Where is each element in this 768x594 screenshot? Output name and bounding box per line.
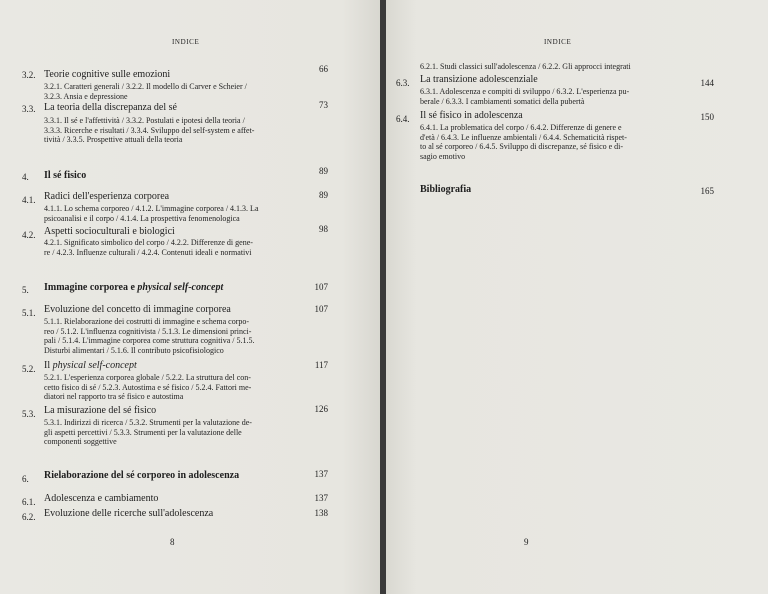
page-number: 107	[314, 304, 328, 314]
section-title: Evoluzione delle ricerche sull'adolescenza	[44, 508, 214, 519]
subsection-line: diatori nel rapporto tra sé fisico e autostima	[44, 392, 184, 402]
folio-left: 8	[170, 537, 175, 547]
section-title: Adolescenza e cambiamento	[44, 493, 159, 504]
running-head-left: INDICE	[172, 38, 200, 46]
page-number: 107	[314, 282, 328, 292]
section-title-part: Il	[44, 360, 53, 371]
chapter-title	[44, 282, 223, 293]
subsection-line: d'età / 6.4.3. Le influenze ambientali / 6.4.4. Schematicità rispet-	[420, 132, 627, 142]
page-number: 144	[700, 78, 714, 88]
subsection-line: 5.3.1. Indirizzi di ricerca / 5.3.2. Strumenti per la valutazione de-	[44, 418, 252, 427]
page-number: 66	[319, 64, 328, 74]
section-number: 3.3.	[22, 104, 36, 114]
chapter-title: Il sé fisico	[44, 170, 87, 181]
section-number: 5.3.	[22, 409, 36, 419]
subsection-line: 3.2.1. Caratteri generali / 3.2.2. Il modello di Carver e Scheier /	[44, 82, 247, 91]
chapter-title-part: Immagine corporea e	[44, 282, 138, 293]
section-title: Il sé fisico in adolescenza	[420, 110, 523, 121]
section-title: Evoluzione del concetto di immagine corporea	[44, 304, 231, 315]
page-number: 126	[314, 404, 328, 414]
page-number: 98	[319, 224, 328, 234]
section-title: Aspetti socioculturali e biologici	[44, 226, 175, 237]
page-number: 73	[319, 100, 328, 110]
page-number: 138	[314, 508, 328, 518]
bibliography-title: Bibliografia	[420, 184, 472, 195]
subsection-line: pali / 5.1.4. L'immagine corporea come struttura cognitiva / 5.1.5.	[44, 336, 255, 346]
subsection-line: 6.4.1. La problematica del corpo / 6.4.2. Differenze di genere e	[420, 123, 622, 132]
chapter-number: 6.	[22, 474, 29, 484]
subsection-line: 5.2.1. L'esperienza corporea globale / 5.2.2. La struttura del con-	[44, 373, 251, 382]
section-title	[44, 360, 137, 371]
section-number: 6.2.	[22, 512, 36, 522]
section-number: 6.3.	[396, 78, 410, 88]
subsection-line: 6.3.1. Adolescenza e compiti di sviluppo / 6.3.2. L'esperienza pu-	[420, 87, 630, 96]
section-title: Radici dell'esperienza corporea	[44, 191, 170, 202]
left-page	[0, 0, 380, 594]
section-title: La misurazione del sé fisico	[44, 405, 157, 416]
subsection-line: tività / 3.3.5. Prospettive attuali della teoria	[44, 135, 183, 145]
folio-right: 9	[524, 537, 529, 547]
section-number: 6.4.	[396, 114, 410, 124]
subsection-line: to al sé corporeo / 6.4.5. Sviluppo di discrepanze, sé fisico e di-	[420, 142, 624, 152]
subsection-line: componenti soggettive	[44, 437, 117, 447]
page-number: 89	[319, 190, 328, 200]
section-title: La teoria della discrepanza del sé	[44, 102, 177, 113]
page-number: 89	[319, 166, 328, 176]
section-number: 5.2.	[22, 364, 36, 374]
section-title: La transizione adolescenziale	[420, 74, 538, 85]
section-title: Teorie cognitive sulle emozioni	[44, 69, 171, 80]
section-number: 4.1.	[22, 195, 36, 205]
page-number: 137	[314, 469, 328, 479]
section-number: 3.2.	[22, 70, 36, 80]
subsection-line: sagio emotivo	[420, 151, 466, 161]
chapter-number: 5.	[22, 285, 29, 295]
subsection-line: 6.2.1. Studi classici sull'adolescenza / 6.2.2. Gli approcci integrati	[420, 62, 631, 71]
chapter-number: 4.	[22, 172, 29, 182]
subsection-line: berale / 6.3.3. I cambiamenti somatici della pubertà	[420, 96, 585, 106]
page-number: 137	[314, 493, 328, 503]
subsection-line: 5.1.1. Rielaborazione dei costrutti di immagine e schema corpo-	[44, 317, 250, 326]
section-title-italic: physical self-concept	[52, 360, 137, 371]
subsection-line: 4.2.1. Significato simbolico del corpo / 4.2.2. Differenze di gene-	[44, 238, 253, 247]
subsection-line: re / 4.2.3. Influenze culturali / 4.2.4. Contenuti ideali e normativi	[44, 247, 252, 257]
subsection-line: 3.2.3. Ansia e depressione	[44, 91, 128, 101]
section-number: 6.1.	[22, 497, 36, 507]
subsection-line: Disturbi alimentari / 5.1.6. Il contributo psicofisiologico	[44, 345, 224, 355]
subsection-line: cetto fisico di sé / 5.2.3. Autostima e sé fisico / 5.2.4. Fattori me-	[44, 382, 252, 392]
page-number: 165	[700, 186, 714, 196]
page-number: 150	[700, 112, 714, 122]
subsection-line: reo / 5.1.2. L'influenza cognitivista / 5.1.3. Le dimensioni princi-	[44, 326, 252, 336]
section-number: 5.1.	[22, 308, 36, 318]
subsection-line: 4.1.1. Lo schema corporeo / 4.1.2. L'immagine corporea / 4.1.3. La	[44, 204, 259, 213]
subsection-line: 3.3.3. Ricerche e risultati / 3.3.4. Sviluppo del self-system e affet-	[44, 125, 255, 135]
page-number: 117	[314, 360, 328, 370]
subsection-line: 3.3.1. Il sé e l'affettività / 3.3.2. Postulati e ipotesi della teoria /	[44, 116, 245, 125]
chapter-title-italic: physical self-concept	[137, 282, 224, 293]
chapter-title: Rielaborazione del sé corporeo in adolescenza	[44, 470, 240, 481]
section-number: 4.2.	[22, 230, 36, 240]
subsection-line: psicoanalisi e il corpo / 4.1.4. La prospettiva fenomenologica	[44, 213, 240, 223]
running-head-right: INDICE	[544, 38, 572, 46]
subsection-line: gli aspetti percettivi / 5.3.3. Strumenti per la valutazione delle	[44, 427, 242, 437]
right-page	[386, 0, 768, 594]
